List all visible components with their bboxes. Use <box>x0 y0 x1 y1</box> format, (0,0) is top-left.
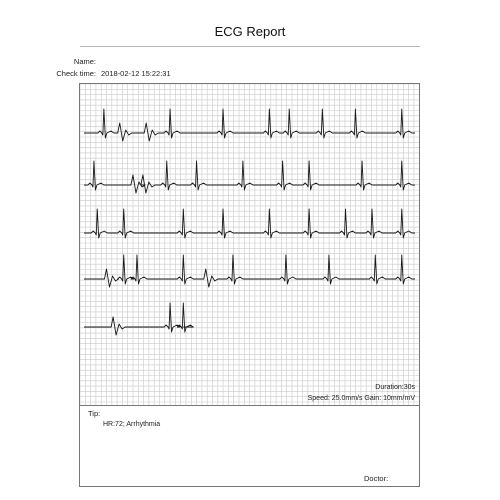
tip-label: Tip: <box>88 409 101 418</box>
notes-panel <box>79 406 420 487</box>
title-divider <box>80 46 420 47</box>
doctor-label: Doctor: <box>364 474 389 483</box>
tip-content <box>103 421 160 428</box>
speed-gain-label: Speed: 25.0mm/s Gain: 10mm/mV <box>307 395 415 402</box>
heart-rate: HR:72; <box>103 421 125 428</box>
check-time-row <box>36 69 171 78</box>
duration-label: Duration:30s <box>375 384 415 391</box>
diagnosis: Arrhythmia <box>126 421 161 428</box>
name-label: Name: <box>73 57 96 66</box>
name-row <box>36 57 101 66</box>
ecg-gridlines <box>80 84 419 405</box>
check-time-value: 2018-02-12 15:22:31 <box>101 69 171 78</box>
ecg-trace-5 <box>84 303 193 335</box>
ecg-chart <box>79 83 420 406</box>
report-title: ECG Report <box>214 24 286 39</box>
ecg-grid-svg <box>80 84 419 405</box>
check-time-label: Check time: <box>56 69 96 78</box>
